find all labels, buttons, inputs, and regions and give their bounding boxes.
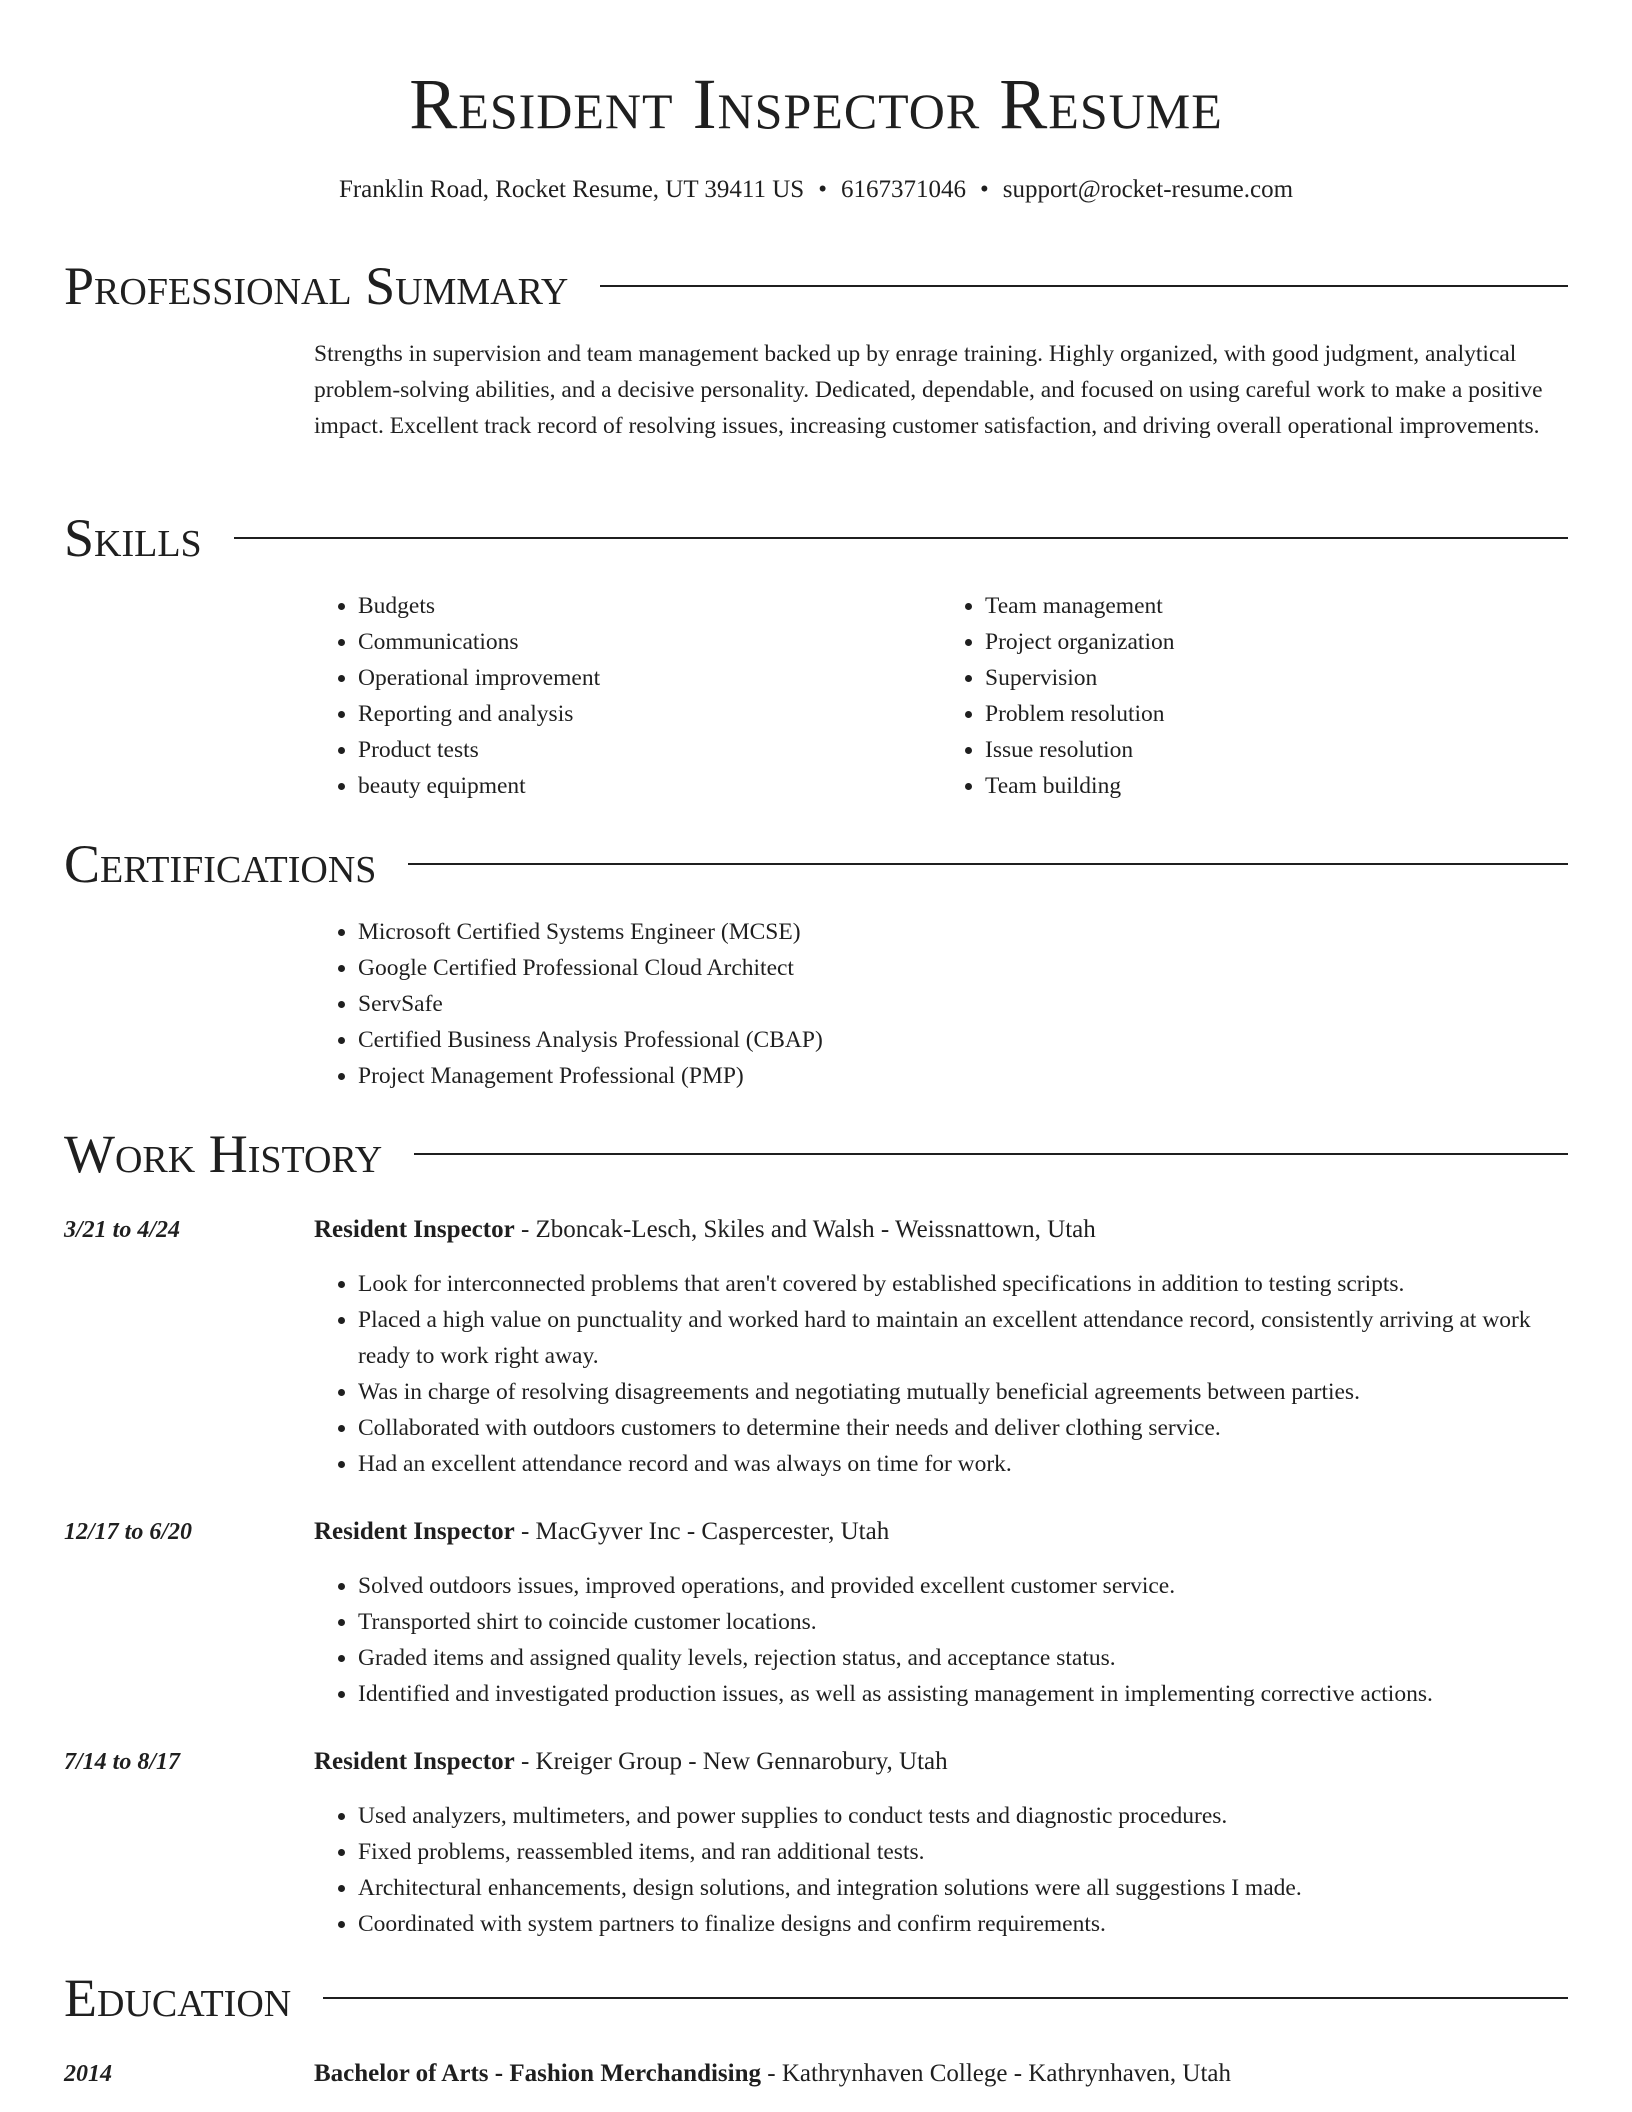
- education-year: 2014: [64, 2061, 112, 2087]
- job-bullet: • Graded items and assigned quality levels, rejection status, and acceptance status.: [358, 1640, 1568, 1676]
- certification-item: • Project Management Professional (PMP): [358, 1058, 1568, 1094]
- job-bullet: • Coordinated with system partners to finalize designs and confirm requirements.: [358, 1906, 1568, 1942]
- skill-item: • Reporting and analysis: [358, 696, 941, 732]
- certifications-list: [314, 914, 1568, 1094]
- skill-item: • Product tests: [358, 732, 941, 768]
- education-heading: [64, 1968, 1568, 2028]
- contact-separator: •: [818, 176, 827, 203]
- education-heading-text: Education: [64, 1968, 292, 2028]
- job-bullets: [314, 1266, 1568, 1482]
- work-history-heading: [64, 1124, 1568, 1184]
- job-bullet: • Look for interconnected problems that aren't covered by established specifications in addition to testing scripts.: [358, 1266, 1568, 1302]
- job-bullet-list: [314, 1266, 1568, 1482]
- section-rule: [414, 1153, 1568, 1155]
- job-bullet: • Transported shirt to coincide customer locations.: [358, 1604, 1568, 1640]
- summary-heading: [64, 256, 1568, 316]
- certifications-heading-text: Certifications: [64, 834, 377, 894]
- job-bullet: • Collaborated with outdoors customers to determine their needs and deliver clothing service.: [358, 1410, 1568, 1446]
- skills-list-left: [314, 588, 941, 804]
- job-dates: 3/21 to 4/24: [64, 1217, 181, 1243]
- skills-list-right: [941, 588, 1568, 804]
- resume-title: Resident Inspector Resume: [409, 64, 1223, 144]
- skill-item: • Issue resolution: [985, 732, 1568, 768]
- summary-heading-text: Professional Summary: [64, 256, 569, 316]
- certification-item: • Google Certified Professional Cloud Architect: [358, 950, 1568, 986]
- job-heading: [314, 1212, 1568, 1248]
- skill-item: • Problem resolution: [985, 696, 1568, 732]
- skills-heading: [64, 508, 1568, 568]
- education-entry: [314, 2056, 1568, 2092]
- certifications-heading: [64, 834, 1568, 894]
- summary-section: [314, 336, 1568, 444]
- job-heading: [314, 1514, 1568, 1550]
- job-bullets: [314, 1798, 1568, 1942]
- contact-address: Franklin Road, Rocket Resume, UT 39411 US: [338, 176, 805, 203]
- skill-item: • Team management: [985, 588, 1568, 624]
- job-bullet: • Had an excellent attendance record and was always on time for work.: [358, 1446, 1568, 1482]
- certification-item: • Certified Business Analysis Professional (CBAP): [358, 1022, 1568, 1058]
- skill-item: • Budgets: [358, 588, 941, 624]
- skill-item: • Team building: [985, 768, 1568, 804]
- skill-item: • beauty equipment: [358, 768, 941, 804]
- job-dates: 7/14 to 8/17: [64, 1749, 181, 1775]
- job-title: Resident Inspector: [314, 1748, 515, 1775]
- summary-text: Strengths in supervision and team management backed up by enrage training. Highly organized, with good judgment, analytical problem-solving abilities, and a decisive personality. Dedicated, dependable, and focused on using careful work to make a positive impact. Excellent track record of resolving issues, increasing customer satisfaction, and driving overall operational improvements.: [314, 341, 1543, 439]
- job-bullet: • Fixed problems, reassembled items, and ran additional tests.: [358, 1834, 1568, 1870]
- section-rule: [600, 285, 1568, 287]
- certification-item: • ServSafe: [358, 986, 1568, 1022]
- skills-section: [314, 588, 1568, 804]
- job-bullet: • Was in charge of resolving disagreements and negotiating mutually beneficial agreements between parties.: [358, 1374, 1568, 1410]
- contact-email: support@rocket-resume.com: [1002, 176, 1294, 203]
- job-bullet-list: [314, 1568, 1568, 1712]
- job-bullet: • Placed a high value on punctuality and worked hard to maintain an excellent attendance record, consistently arriving at work ready to work right away.: [358, 1302, 1568, 1374]
- certification-item: • Microsoft Certified Systems Engineer (MCSE): [358, 914, 1568, 950]
- certifications-section: [314, 914, 1568, 1094]
- job-bullet: • Identified and investigated production issues, as well as assisting management in implementing corrective actions.: [358, 1676, 1568, 1712]
- work-history-heading-text: Work History: [64, 1124, 383, 1184]
- job-dates: 12/17 to 6/20: [64, 1519, 193, 1545]
- skill-item: • Operational improvement: [358, 660, 941, 696]
- contact-line: [0, 174, 1632, 206]
- education-degree: Bachelor of Arts - Fashion Merchandising: [314, 2060, 762, 2087]
- section-rule: [234, 537, 1568, 539]
- skills-columns: [314, 588, 1568, 804]
- skill-item: • Project organization: [985, 624, 1568, 660]
- skills-heading-text: Skills: [64, 508, 202, 568]
- job-title: Resident Inspector: [314, 1216, 515, 1243]
- job-bullet: • Architectural enhancements, design solutions, and integration solutions were all suggestions I made.: [358, 1870, 1568, 1906]
- contact-phone: 6167371046: [840, 176, 966, 203]
- section-rule: [408, 863, 1568, 865]
- job-details: - Zboncak-Lesch, Skiles and Walsh - Weissnattown, Utah: [514, 1216, 1096, 1243]
- contact-separator: •: [979, 176, 989, 203]
- job-bullet: • Used analyzers, multimeters, and power supplies to conduct tests and diagnostic procedures.: [358, 1798, 1568, 1834]
- job-title: Resident Inspector: [314, 1518, 515, 1545]
- skill-item: • Communications: [358, 624, 941, 660]
- job-heading: [314, 1744, 1568, 1780]
- job-bullet: • Solved outdoors issues, improved operations, and provided excellent customer service.: [358, 1568, 1568, 1604]
- skill-item: • Supervision: [985, 660, 1568, 696]
- job-details: - Kreiger Group - New Gennarobury, Utah: [514, 1748, 948, 1775]
- section-rule: [323, 1997, 1568, 1999]
- job-details: - MacGyver Inc - Caspercester, Utah: [514, 1518, 890, 1545]
- education-details: - Kathrynhaven College - Kathrynhaven, Utah: [761, 2060, 1231, 2087]
- job-bullet-list: [314, 1798, 1568, 1942]
- job-bullets: [314, 1568, 1568, 1712]
